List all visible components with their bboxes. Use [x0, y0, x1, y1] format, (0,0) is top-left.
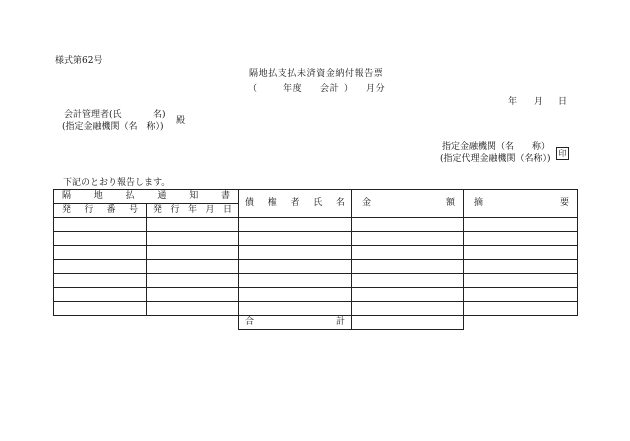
addressee-honorific: 殿	[176, 116, 186, 126]
header-remarks-right: 要	[521, 190, 578, 218]
table-total-row	[54, 316, 578, 330]
date-day: 日	[558, 97, 568, 107]
total-amount	[352, 316, 464, 330]
fiscal-account-label: 会計	[320, 84, 340, 94]
report-table	[53, 189, 578, 330]
total-label: 合計	[239, 316, 352, 330]
header-amount-left: 金	[352, 190, 408, 218]
date-year: 年	[508, 97, 518, 107]
sender-line1: 指定金融機関（名 称）	[442, 142, 551, 152]
header-issue-date: 発行年月日	[147, 204, 239, 218]
table-row	[54, 260, 578, 274]
header-remarks-left: 摘	[464, 190, 521, 218]
addressee-line1-suffix: 名)	[153, 110, 166, 120]
addressee-line1-prefix: 会計管理者(氏	[64, 110, 122, 120]
addressee-line2: (指定金融機関（名 称）)	[62, 122, 164, 132]
intro-text: 下記のとおり報告します。	[63, 178, 171, 188]
header-creditor-name: 債権者氏名	[239, 190, 352, 218]
sender-line2: (指定代理金融機関（名称）)	[440, 154, 551, 164]
fiscal-month-label: 月分	[366, 84, 386, 94]
table-header-row-1	[54, 190, 578, 204]
header-notice: 隔地払通知書	[54, 190, 239, 204]
table-row	[54, 218, 578, 232]
date-month: 月	[534, 97, 544, 107]
header-amount-right: 額	[408, 190, 464, 218]
table-row	[54, 302, 578, 316]
header-issue-number: 発行番号	[54, 204, 147, 218]
table-row	[54, 288, 578, 302]
seal-mark: 印	[556, 147, 569, 160]
fiscal-close-paren: ）	[344, 84, 354, 94]
table-row	[54, 246, 578, 260]
fiscal-open-paren: （	[248, 84, 258, 94]
table-row	[54, 274, 578, 288]
form-number: 様式第62号	[55, 56, 103, 66]
document-title: 隔地払支払未済資金納付報告票	[249, 69, 384, 79]
table-row	[54, 232, 578, 246]
fiscal-year-label: 年度	[283, 84, 303, 94]
